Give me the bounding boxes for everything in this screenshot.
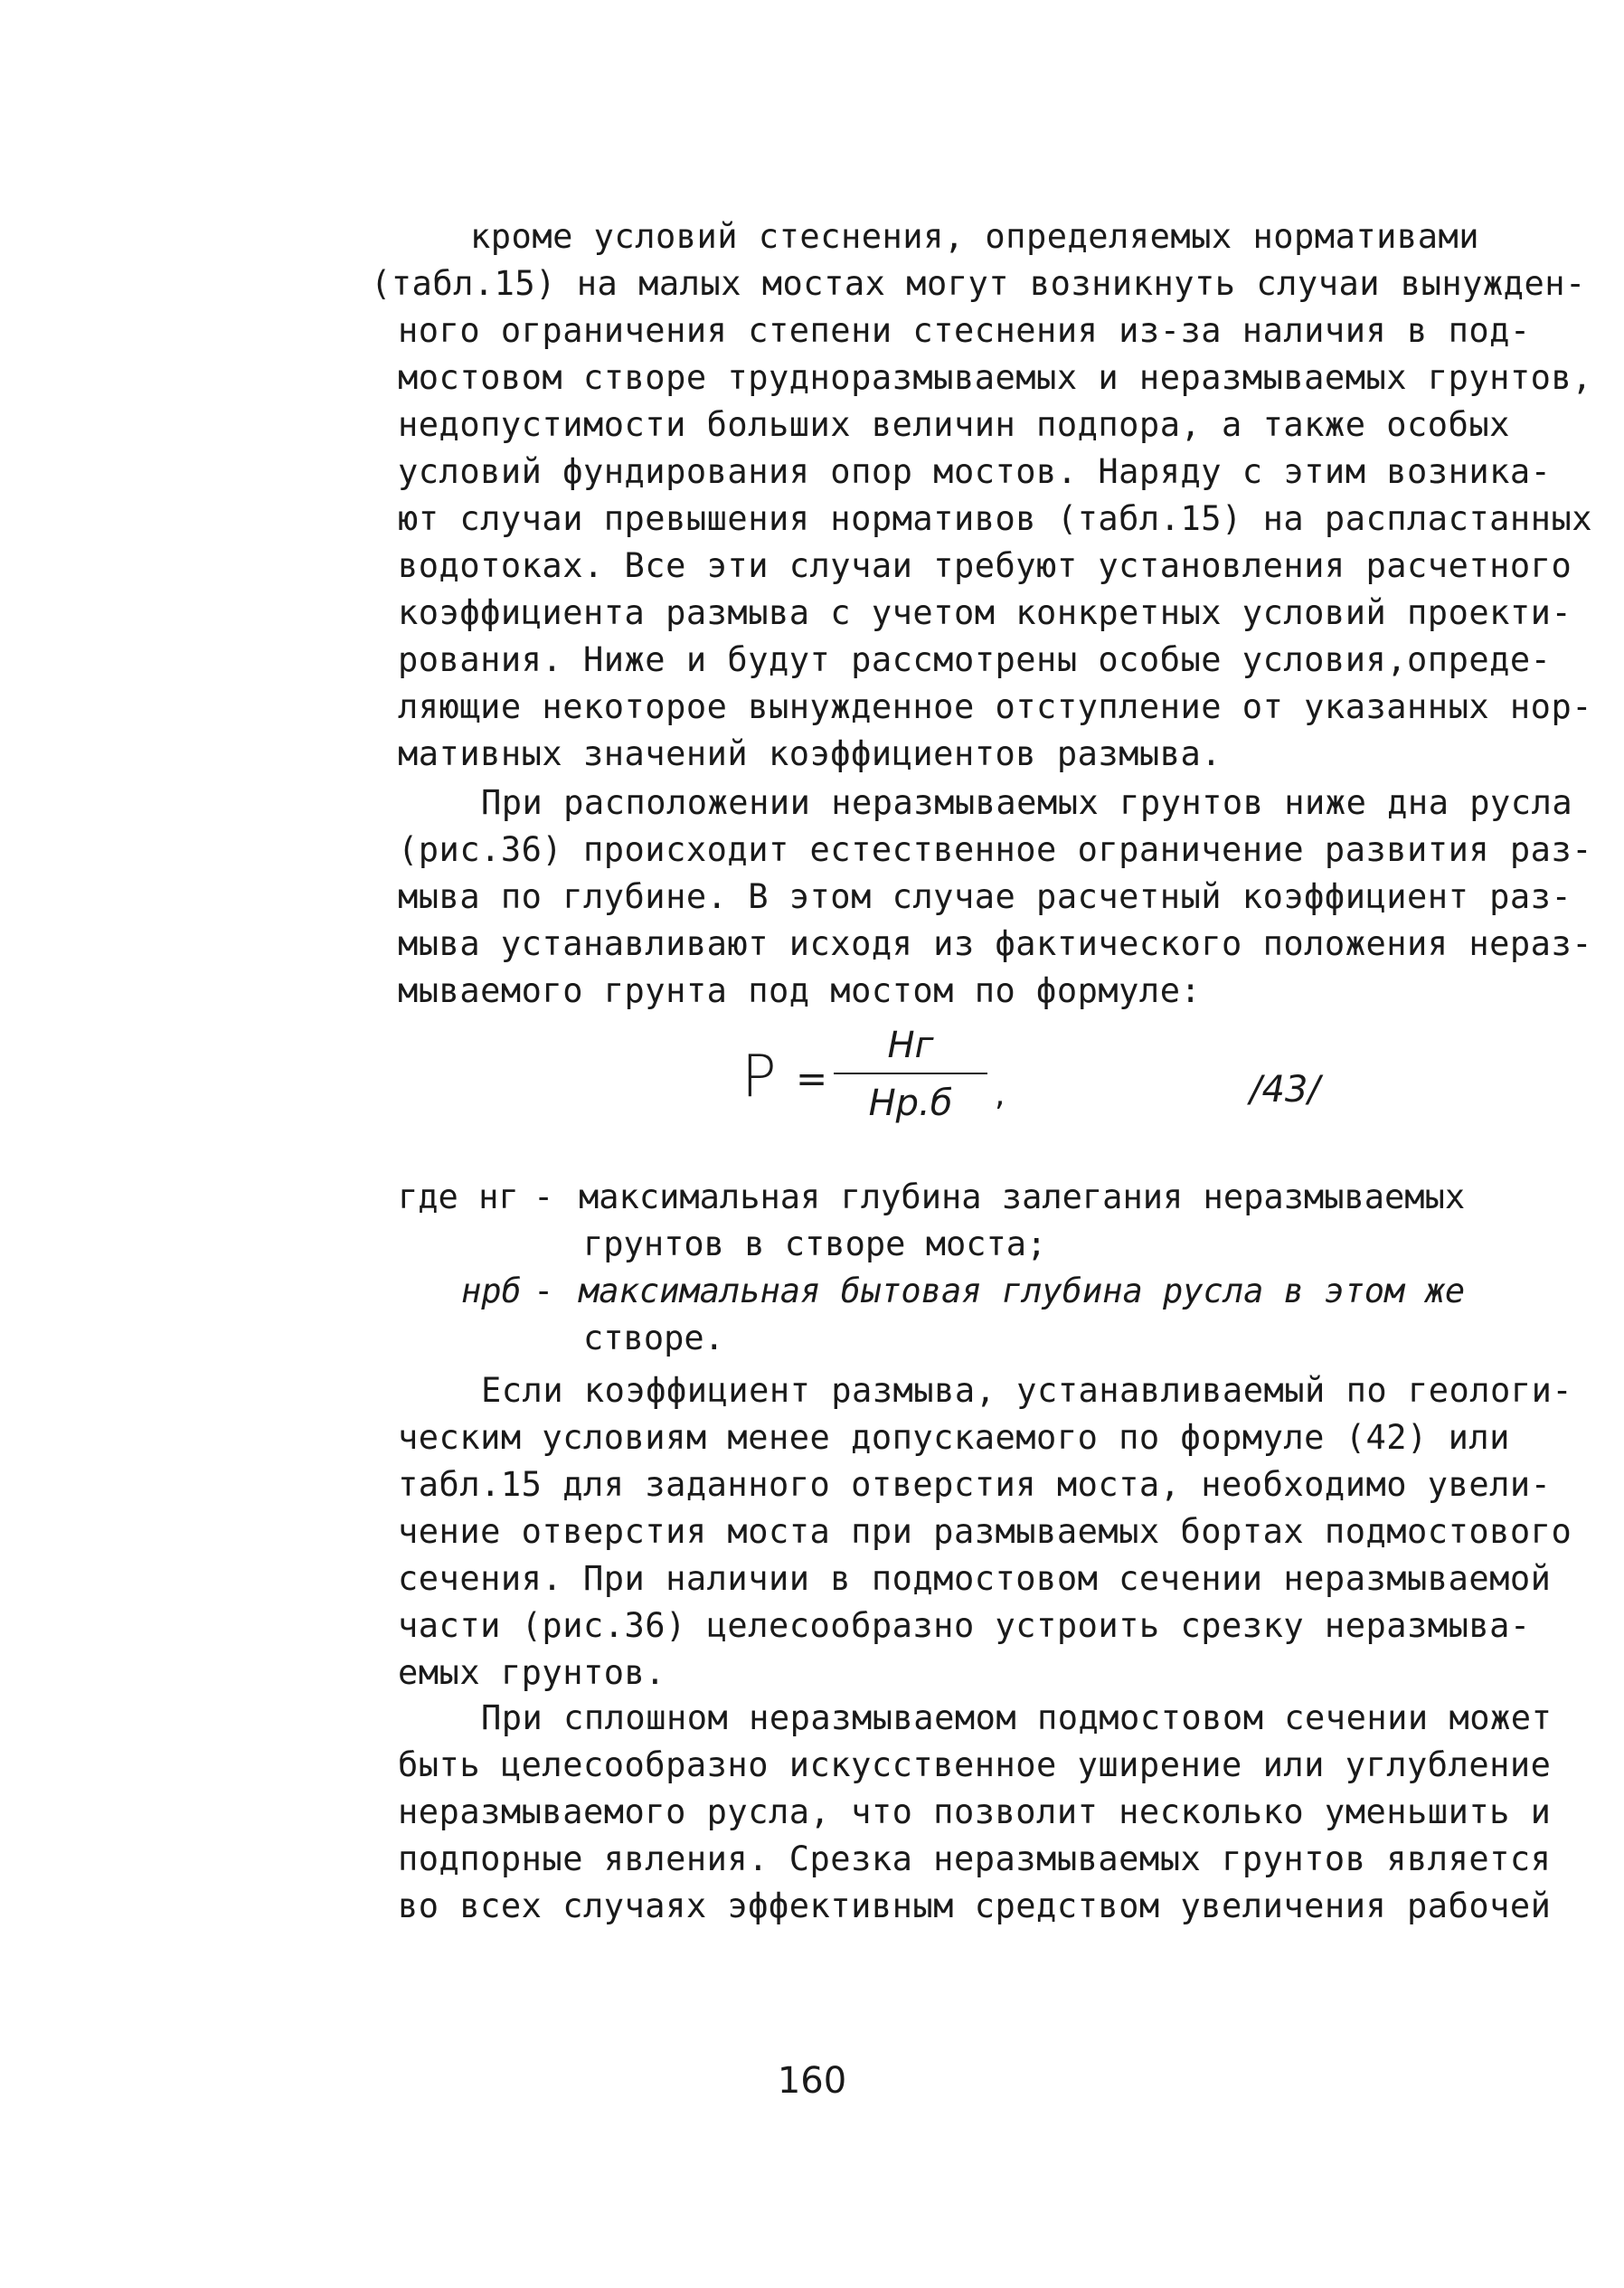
text-line: части (рис.36) целесообразно устроить срезку неразмыва-	[398, 1606, 1531, 1645]
text-line: При расположении неразмываемых грунтов ниже дна русла	[481, 783, 1573, 822]
definition-row-cont	[398, 1221, 1564, 1268]
text-line: ческим условиям менее допускаемого по формуле (42) или	[398, 1418, 1510, 1457]
text-line: водотоках. Все эти случаи требуют установления расчетного	[398, 546, 1572, 585]
definition-term: нрб	[461, 1272, 522, 1310]
formula-equals: =	[796, 1056, 828, 1101]
text-line: ют случаи превышения нормативов (табл.15) на распластанных	[398, 499, 1593, 538]
formula-denominator: Hр.б	[868, 1083, 953, 1124]
text-line: ного ограничения степени стеснения из-за наличия в под-	[398, 311, 1531, 350]
text-line: условий фундирования опор мостов. Наряду с этим возника-	[398, 452, 1552, 491]
paragraph-4	[398, 1695, 1564, 1930]
formula-comma: ,	[995, 1076, 1006, 1113]
page-number: 160	[777, 2060, 847, 2102]
formula-fraction	[834, 1022, 987, 1127]
text-line: чение отверстия моста при размываемых бортах подмостового	[398, 1512, 1572, 1551]
definition-dash: -	[533, 1177, 554, 1216]
text-line: кроме условий стеснения, определяемых нормативами	[470, 217, 1480, 256]
text-line: Если коэффициент размыва, устанавливаемый по геологи-	[481, 1371, 1573, 1410]
text-line: сечения. При наличии в подмостовом сечении неразмываемой	[398, 1559, 1552, 1598]
definition-text: грунтов в створе моста;	[583, 1224, 1047, 1263]
definition-text: максимальная глубина залегания неразмываемых	[579, 1177, 1466, 1216]
text-line: быть целесообразно искусственное уширение или углубление	[398, 1745, 1552, 1784]
text-line: мативных значений коэффициентов размыва.	[398, 734, 1223, 773]
text-line: емых грунтов.	[398, 1653, 666, 1692]
text-line: коэффициента размыва с учетом конкретных условий проекти-	[398, 593, 1572, 632]
formula-definitions	[398, 1174, 1564, 1362]
text-line: мыва по глубине. В этом случае расчетный коэффициент раз-	[398, 877, 1572, 916]
formula-numerator: Hг	[887, 1025, 934, 1066]
formula-number: /43/	[1250, 1069, 1320, 1111]
formula-43	[723, 1022, 1411, 1149]
paragraph-1	[371, 213, 1593, 778]
fraction-bar	[834, 1073, 987, 1074]
formula-lhs: P	[741, 1044, 777, 1111]
text-line: мыва устанавливают исходя из фактического положения нераз-	[398, 924, 1593, 963]
definition-dash: -	[533, 1272, 554, 1310]
definition-row	[398, 1268, 1564, 1315]
text-line: во всех случаях эффективным средством увеличения рабочей	[398, 1886, 1552, 1925]
paragraph-3	[398, 1367, 1573, 1697]
text-line: мываемого грунта под мостом по формуле:	[398, 971, 1202, 1010]
text-line: недопустимости больших величин подпора, а также особых	[398, 405, 1510, 444]
text-line: подпорные явления. Срезка неразмываемых грунтов является	[398, 1839, 1552, 1878]
definition-row	[398, 1174, 1564, 1221]
text-line: (табл.15) на малых мостах могут возникнуть случаи вынужден-	[371, 264, 1586, 303]
text-line: При сплошном неразмываемом подмостовом сечении может	[481, 1698, 1553, 1737]
definition-text: створе.	[583, 1319, 724, 1357]
definition-term: где нг	[398, 1177, 519, 1216]
text-line: (рис.36) происходит естественное ограничение развития раз-	[398, 830, 1593, 869]
paragraph-2	[398, 780, 1593, 1015]
definition-text: максимальная бытовая глубина русла в этом же	[579, 1272, 1466, 1310]
text-line: рования. Ниже и будут рассмотрены особые условия,опреде-	[398, 640, 1552, 679]
definition-row-cont	[398, 1315, 1564, 1362]
text-line: табл.15 для заданного отверстия моста, необходимо увели-	[398, 1465, 1552, 1504]
text-line: мостовом створе трудноразмываемых и неразмываемых грунтов,	[398, 358, 1593, 397]
text-line: неразмываемого русла, что позволит несколько уменьшить и	[398, 1792, 1552, 1831]
text-line: ляющие некоторое вынужденное отступление от указанных нор-	[398, 687, 1593, 726]
